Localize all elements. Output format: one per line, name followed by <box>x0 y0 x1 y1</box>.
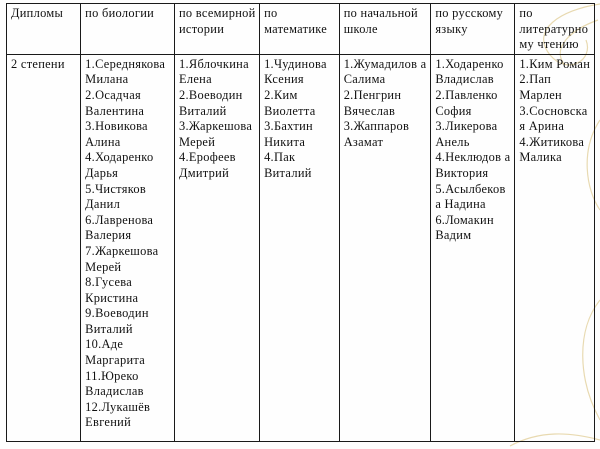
list-item: 3.Ликерова Анель <box>435 119 498 149</box>
literary-reading-cell <box>515 54 595 441</box>
list-item: 1.Яблочкина Елена <box>178 56 249 87</box>
list-item: 1.Жумадилов а Салима <box>343 56 427 87</box>
biology-cell <box>81 54 175 441</box>
list-item: 2.Ким Виолетта <box>264 87 316 118</box>
list-item: 6.Лавренова Валерия <box>85 212 154 243</box>
list-item: 2.Павленко София <box>435 87 498 118</box>
primary-school-cell <box>339 54 431 441</box>
list-item: 10.Аде Маргарита <box>85 337 146 368</box>
list-item: 4.Пак Виталий <box>264 150 312 180</box>
russian-cell <box>431 54 515 441</box>
table-row <box>7 54 595 441</box>
list-item: 2.Воеводин Виталий <box>178 87 243 118</box>
biology-list <box>85 57 171 431</box>
list-item: 9.Воеводин Виталий <box>85 306 149 336</box>
list-item: 4.Житикова Малика <box>519 134 585 165</box>
header-russian: по русскому языку <box>431 4 515 55</box>
list-item: 2.Пап Марлен <box>519 72 562 102</box>
russian-list <box>435 57 511 244</box>
header-primary-school: по начальной школе <box>339 4 431 55</box>
list-item: 1.Ким Роман <box>519 56 591 71</box>
list-item: 4.Ерофеев Дмитрий <box>178 150 236 180</box>
header-biology: по биологии <box>81 4 175 55</box>
math-cell <box>260 54 340 441</box>
list-item: 3.Сосновская Арина <box>519 103 588 134</box>
list-item: 1.Чудинова Ксения <box>264 56 327 87</box>
list-item: 5.Чистяков Данил <box>85 181 147 212</box>
list-item: 5.Асылбеков а Надина <box>435 181 506 212</box>
header-world-history: по всемирной истории <box>174 4 259 55</box>
diplomas-table <box>6 3 595 442</box>
literary-reading-list <box>519 57 591 166</box>
list-item: 2.Осадчая Валентина <box>85 87 145 118</box>
list-item: 3.Бахтин Никита <box>264 119 313 149</box>
world-history-cell <box>174 54 259 441</box>
primary-school-list <box>344 57 428 151</box>
list-item: 7.Жаркешова Мерей <box>85 243 159 274</box>
header-diplomas: Дипломы <box>7 4 81 55</box>
header-math: по математике <box>260 4 340 55</box>
list-item: 4.Ходаренко Дарья <box>85 150 154 180</box>
list-item: 1.Ходаренко Владислав <box>435 56 504 87</box>
list-item: 3.Жаппаров Азамат <box>343 119 410 149</box>
world-history-list <box>179 57 256 182</box>
list-item: 3.Жаркешова Мерей <box>178 119 253 149</box>
list-item: 4.Неклюдов а Виктория <box>435 150 511 180</box>
degree-cell: 2 степени <box>7 54 81 441</box>
list-item: 2.Пенгрин Вячеслав <box>343 87 402 118</box>
math-list <box>264 57 336 182</box>
list-item: 12.Лукашёв Евгений <box>85 399 151 430</box>
list-item: 8.Гусева Кристина <box>85 275 139 305</box>
list-item: 11.Юреко Владислав <box>85 368 144 399</box>
table-header-row <box>7 4 595 55</box>
list-item: 1.Середнякова Милана <box>85 56 166 87</box>
header-literary-reading: по литературному чтению <box>515 4 595 55</box>
list-item: 3.Новикова Алина <box>85 119 148 149</box>
list-item: 6.Ломакин Вадим <box>435 212 494 243</box>
